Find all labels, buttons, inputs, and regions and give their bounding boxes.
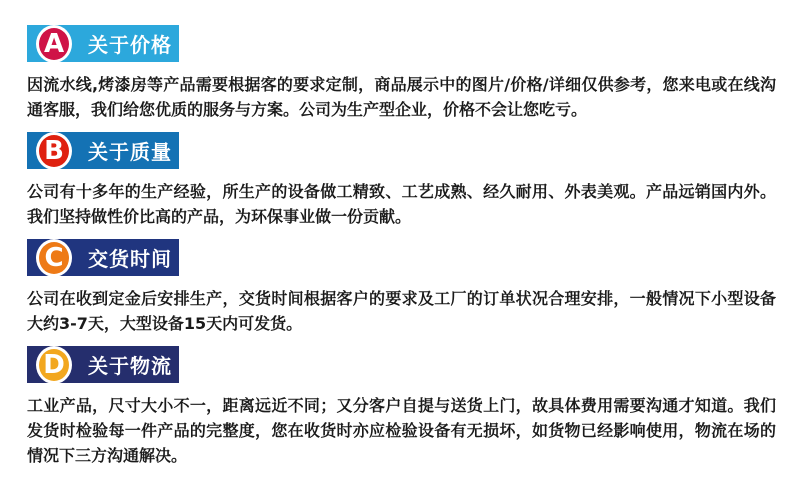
badge-letter-c: C (36, 239, 72, 277)
section-delivery-time (27, 239, 776, 336)
section-banner (27, 132, 179, 169)
section-banner (27, 239, 179, 276)
section-body: 因流水线,烤漆房等产品需要根据客的要求定制，商品展示中的图片/价格/详细仅供参考，您来电或在线沟通客服，我们给您优质的服务与方案。公司为生产型企业，价格不会让您吃亏。 (27, 75, 776, 119)
badge-letter-a: A (36, 25, 72, 63)
section-banner (27, 25, 179, 62)
section-body: 公司有十多年的生产经验，所生产的设备做工精致、工艺成熟、经久耐用、外表美观。产品远销国内外。我们坚持做性价比高的产品，为环保事业做一份贡献。 (27, 182, 776, 226)
section-about-quality (27, 132, 776, 229)
section-banner (27, 346, 179, 383)
badge-letter-d: D (36, 346, 72, 384)
section-about-logistics (27, 346, 776, 468)
section-body: 公司在收到定金后安排生产，交货时间根据客户的要求及工厂的订单状况合理安排，一般情况下小型设备大约3-7天，大型设备15天内可发货。 (27, 289, 776, 333)
section-title: 关于物流 (88, 354, 172, 378)
section-title: 交货时间 (88, 247, 172, 271)
section-about-price (27, 25, 776, 122)
section-title: 关于价格 (88, 33, 172, 57)
section-title: 关于质量 (88, 140, 172, 164)
section-body: 工业产品，尺寸大小不一，距离远近不同；又分客户自提与送货上门，故具体费用需要沟通才知道。我们发货时检验每一件产品的完整度，您在收货时亦应检验设备有无损坏，如货物已经影响使用，物流在场的情况下三方沟通解决。 (27, 396, 776, 465)
badge-letter-b: B (36, 132, 72, 170)
